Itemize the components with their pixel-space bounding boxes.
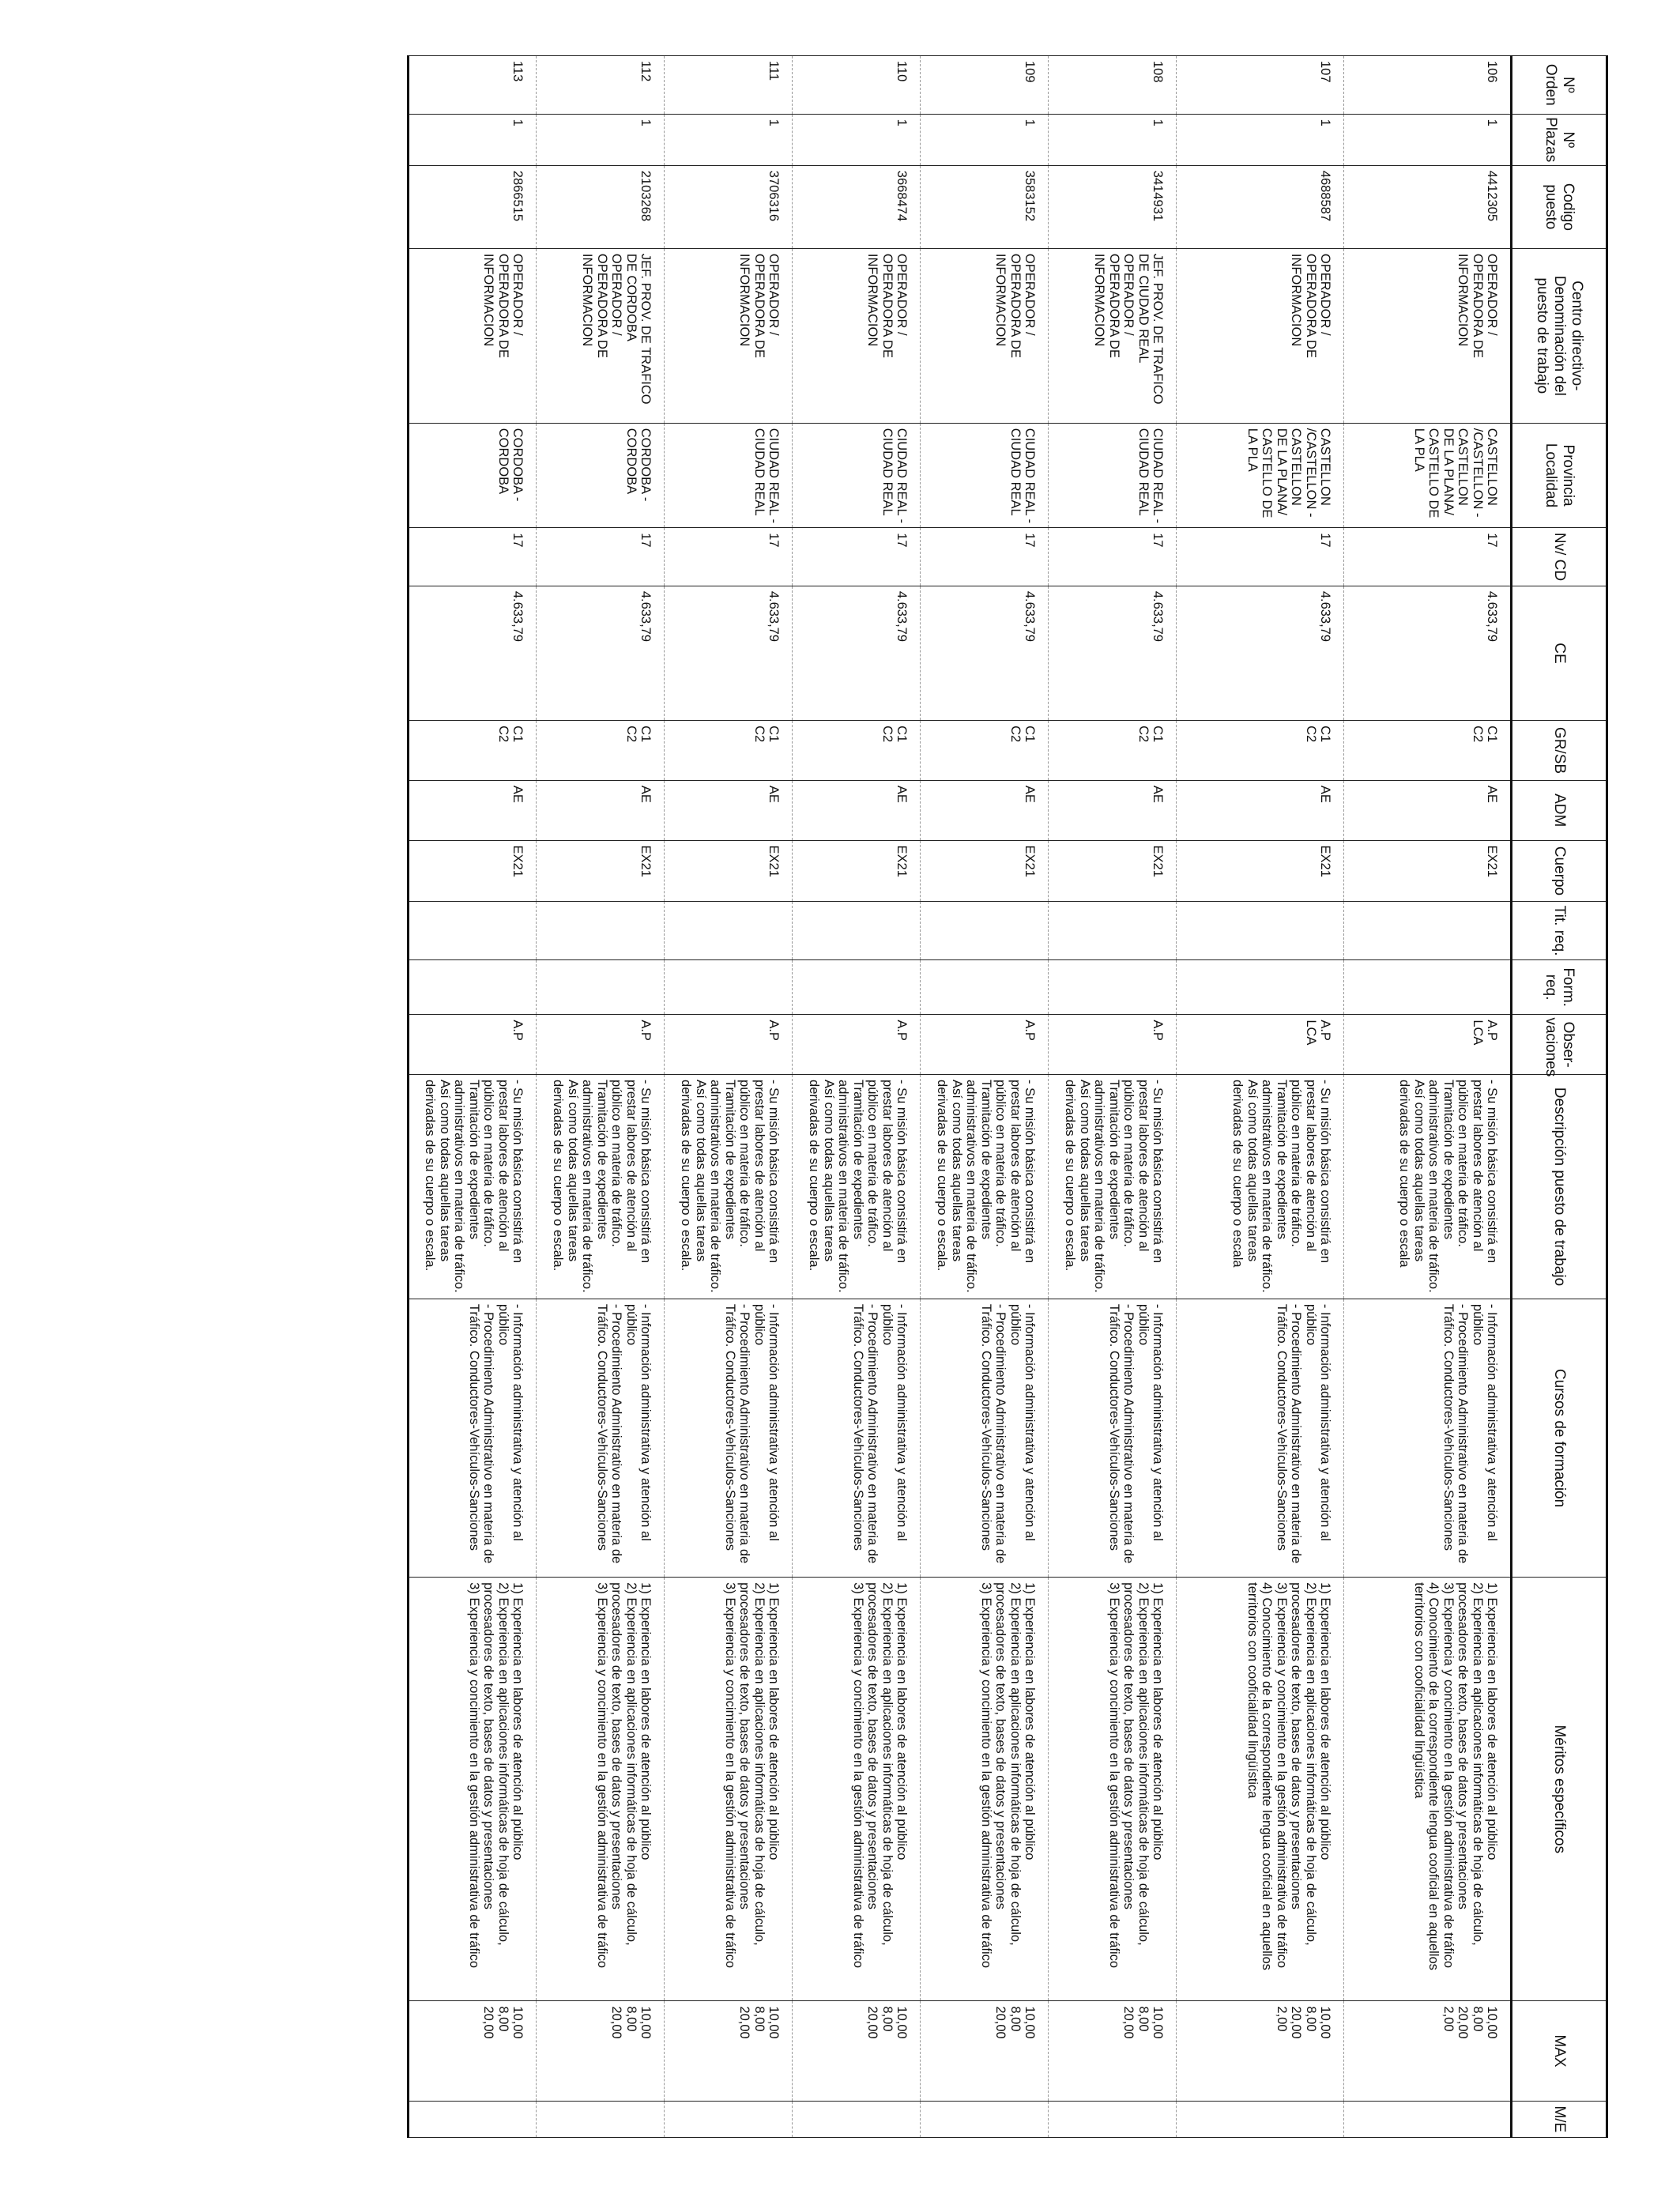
rotated-document-page <box>158 55 1608 2138</box>
puesto-name: OPERADOR / OPERADORA DE INFORMACION <box>865 253 909 358</box>
puesto-name: OPERADOR / OPERADORA DE INFORMACION <box>1456 253 1499 358</box>
cell-cuerpo: EX21 <box>665 840 793 902</box>
puesto-name: OPERADOR / OPERADORA DE INFORMACION <box>993 253 1037 358</box>
cell-descripcion: - Su misión básica consistirá en prestar labores de atención al público en materia de tráfico. Tramitación de expedientes administrativos en materia de tráfico. Así como todas aquellas tareas derivadas de su cuerpo o escala. <box>793 1075 921 1299</box>
cell-centro <box>409 248 537 423</box>
cell-grupo: C1 C2 <box>1049 721 1177 781</box>
cell-orden: 109 <box>921 56 1049 115</box>
cell-max: 10,00 8,00 20,00 <box>793 2001 921 2101</box>
cell-centro <box>537 248 665 423</box>
cell-cursos: - Información administrativa y atención al público - Procedimiento Administrativo en materia de Tráfico. Conductores-Vehículos-Sanciones <box>409 1299 537 1577</box>
cell-me <box>1049 2101 1177 2137</box>
cell-centro <box>665 248 793 423</box>
cell-meritos: 1) Experiencia en labores de atención al público 2) Experiencia en aplicaciones informáticas de hoja de cálculo, procesadores de texto, bases de datos y presentaciones 3) Experiencia y concimiento en la gestión administrativa de tráfico 4) Conocimiento de la correspondiente lengua cooficial en aquellos territorios con cooficialidad lingüística <box>1177 1578 1344 2001</box>
cell-adm: AE <box>665 780 793 840</box>
header-orden: Nº Orden <box>1512 56 1607 115</box>
cell-descripcion: - Su misión básica consistirá en prestar labores de atención al público en materia de tráfico. Tramitación de expedientes administrativos en materia de tráfico. Así como todas aquellas tareas derivadas de su cuerpo o escala <box>1177 1075 1344 1299</box>
cell-meritos: 1) Experiencia en labores de atención al público 2) Experiencia en aplicaciones informáticas de hoja de cálculo, procesadores de texto, bases de datos y presentaciones 3) Experiencia y concimiento en la gestión administrativa de tráfico <box>1049 1578 1177 2001</box>
cell-meritos: 1) Experiencia en labores de atención al público 2) Experiencia en aplicaciones informáticas de hoja de cálculo, procesadores de texto, bases de datos y presentaciones 3) Experiencia y concimiento en la gestión administrativa de tráfico 4) Conocimiento de la correspondiente lengua cooficial en aquellos territorios con cooficialidad lingüística <box>1344 1578 1512 2001</box>
cell-nivel: 17 <box>409 528 537 586</box>
cell-nivel: 17 <box>537 528 665 586</box>
cell-max: 10,00 8,00 20,00 2,00 <box>1344 2001 1512 2101</box>
cell-centro <box>1177 248 1344 423</box>
cell-plazas: 1 <box>665 114 793 165</box>
cell-titulacion <box>921 902 1049 960</box>
header-plazas: Nº Plazas <box>1512 114 1607 165</box>
cell-orden: 106 <box>1344 56 1512 115</box>
cell-observaciones: A.P <box>921 1015 1049 1075</box>
cell-meritos: 1) Experiencia en labores de atención al público 2) Experiencia en aplicaciones informáticas de hoja de cálculo, procesadores de texto, bases de datos y presentaciones 3) Experiencia y concimiento en la gestión administrativa de tráfico <box>921 1578 1049 2001</box>
cell-cuerpo: EX21 <box>537 840 665 902</box>
header-me: M/E <box>1512 2101 1607 2137</box>
cell-descripcion: - Su misión básica consistirá en prestar labores de atención al público en materia de tráfico. Tramitación de expedientes administrativos en materia de tráfico. Así como todas aquellas tareas derivadas de su cuerpo o escala <box>1344 1075 1512 1299</box>
cell-centro <box>1344 248 1512 423</box>
cell-nivel: 17 <box>1344 528 1512 586</box>
cell-formacion <box>1049 959 1177 1014</box>
cell-me <box>537 2101 665 2137</box>
table-row-112 <box>537 56 665 2138</box>
cell-adm: AE <box>921 780 1049 840</box>
cell-max: 10,00 8,00 20,00 <box>921 2001 1049 2101</box>
cell-titulacion <box>1177 902 1344 960</box>
cell-me <box>921 2101 1049 2137</box>
header-centro: Centro directivo-Denominación del puesto de trabajo <box>1512 248 1607 423</box>
cell-observaciones: A.P LCA <box>1344 1015 1512 1075</box>
cell-adm: AE <box>1344 780 1512 840</box>
cell-max: 10,00 8,00 20,00 <box>537 2001 665 2101</box>
header-codigo: Codigo puesto <box>1512 165 1607 248</box>
cell-nivel: 17 <box>921 528 1049 586</box>
cell-formacion <box>409 959 537 1014</box>
cell-grupo: C1 C2 <box>409 721 537 781</box>
cell-cursos: - Información administrativa y atención al público - Procedimiento Administrativo en materia de Tráfico. Conductores-Vehículos-Sanciones <box>921 1299 1049 1577</box>
cell-descripcion: - Su misión básica consistirá en prestar labores de atención al público en materia de tráfico. Tramitación de expedientes administrativos en materia de tráfico. Así como todas aquellas tareas derivadas de su cuerpo o escala. <box>409 1075 537 1299</box>
cell-adm: AE <box>1049 780 1177 840</box>
cell-nivel: 17 <box>665 528 793 586</box>
header-adm: ADM <box>1512 780 1607 840</box>
cell-cuerpo: EX21 <box>1049 840 1177 902</box>
puesto-name: OPERADOR / OPERADORA DE INFORMACION <box>1289 253 1332 358</box>
cell-titulacion <box>793 902 921 960</box>
cell-provincia: CIUDAD REAL - CIUDAD REAL <box>921 423 1049 527</box>
header-titulacion: Tit. req. <box>1512 902 1607 960</box>
cell-codigo: 3583152 <box>921 165 1049 248</box>
cell-cursos: - Información administrativa y atención al público - Procedimiento Administrativo en materia de Tráfico. Conductores-Vehículos-Sanciones <box>1177 1299 1344 1577</box>
cell-adm: AE <box>793 780 921 840</box>
cell-codigo: 3668474 <box>793 165 921 248</box>
cell-codigo: 4412305 <box>1344 165 1512 248</box>
cell-grupo: C1 C2 <box>1177 721 1344 781</box>
cell-descripcion: - Su misión básica consistirá en prestar labores de atención al público en materia de tráfico. Tramitación de expedientes administrativos en materia de tráfico. Así como todas aquellas tareas derivadas de su cuerpo o escala. <box>1049 1075 1177 1299</box>
cell-titulacion <box>1049 902 1177 960</box>
header-observaciones: Obser-vaciones <box>1512 1015 1607 1075</box>
table-row-110 <box>793 56 921 2138</box>
cell-orden: 108 <box>1049 56 1177 115</box>
cell-observaciones: A.P <box>665 1015 793 1075</box>
header-grupo: GR/SB <box>1512 721 1607 781</box>
cell-me <box>1344 2101 1512 2137</box>
cell-meritos: 1) Experiencia en labores de atención al público 2) Experiencia en aplicaciones informáticas de hoja de cálculo, procesadores de texto, bases de datos y presentaciones 3) Experiencia y concimiento en la gestión administrativa de tráfico <box>793 1578 921 2001</box>
cell-meritos: 1) Experiencia en labores de atención al público 2) Experiencia en aplicaciones informáticas de hoja de cálculo, procesadores de texto, bases de datos y presentaciones 3) Experiencia y concimiento en la gestión administrativa de tráfico <box>537 1578 665 2001</box>
cell-grupo: C1 C2 <box>665 721 793 781</box>
cell-ce: 4.633,79 <box>793 586 921 720</box>
puesto-name: OPERADOR / OPERADORA DE INFORMACION <box>1092 253 1136 358</box>
cell-plazas: 1 <box>537 114 665 165</box>
cell-codigo: 2103268 <box>537 165 665 248</box>
cell-cuerpo: EX21 <box>921 840 1049 902</box>
cell-nivel: 17 <box>793 528 921 586</box>
puesto-name: OPERADOR / OPERADORA DE INFORMACION <box>580 253 624 358</box>
cell-orden: 107 <box>1177 56 1344 115</box>
cell-cursos: - Información administrativa y atención al público - Procedimiento Administrativo en materia de Tráfico. Conductores-Vehículos-Sanciones <box>1049 1299 1177 1577</box>
cell-max: 10,00 8,00 20,00 <box>1049 2001 1177 2101</box>
cell-plazas: 1 <box>1177 114 1344 165</box>
cell-titulacion <box>1344 902 1512 960</box>
cell-descripcion: - Su misión básica consistirá en prestar labores de atención al público en materia de tráfico. Tramitación de expedientes administrativos en materia de tráfico. Así como todas aquellas tareas derivadas de su cuerpo o escala. <box>665 1075 793 1299</box>
cell-codigo: 4688587 <box>1177 165 1344 248</box>
cell-max: 10,00 8,00 20,00 2,00 <box>1177 2001 1344 2101</box>
cell-formacion <box>537 959 665 1014</box>
cell-provincia: CIUDAD REAL - CIUDAD REAL <box>665 423 793 527</box>
cell-plazas: 1 <box>1344 114 1512 165</box>
cell-ce: 4.633,79 <box>921 586 1049 720</box>
cell-me <box>1177 2101 1344 2137</box>
cell-provincia: CASTELLON /CASTELLON - CASTELLON DE LA PLANA/ CASTELLO DE LA PLA <box>1344 423 1512 527</box>
cell-nivel: 17 <box>1177 528 1344 586</box>
cell-orden: 113 <box>409 56 537 115</box>
cell-max: 10,00 8,00 20,00 <box>409 2001 537 2101</box>
cell-adm: AE <box>409 780 537 840</box>
cell-plazas: 1 <box>921 114 1049 165</box>
cell-ce: 4.633,79 <box>1177 586 1344 720</box>
centro-directivo: JEF. PROV. DE TRAFICO DE CIUDAD REAL <box>1136 253 1165 405</box>
cell-cuerpo: EX21 <box>409 840 537 902</box>
cell-cursos: - Información administrativa y atención al público - Procedimiento Administrativo en materia de Tráfico. Conductores-Vehículos-Sanciones <box>665 1299 793 1577</box>
positions-table <box>407 55 1608 2138</box>
puesto-name: OPERADOR / OPERADORA DE INFORMACION <box>737 253 781 358</box>
header-formacion: Form. req. <box>1512 959 1607 1014</box>
cell-grupo: C1 C2 <box>793 721 921 781</box>
cell-cursos: - Información administrativa y atención al público - Procedimiento Administrativo en materia de Tráfico. Conductores-Vehículos-Sanciones <box>537 1299 665 1577</box>
cell-nivel: 17 <box>1049 528 1177 586</box>
cell-orden: 112 <box>537 56 665 115</box>
cell-ce: 4.633,79 <box>1344 586 1512 720</box>
cell-titulacion <box>409 902 537 960</box>
cell-centro <box>793 248 921 423</box>
cell-provincia: CORDOBA - CORDOBA <box>537 423 665 527</box>
cell-me <box>665 2101 793 2137</box>
cell-codigo: 3706316 <box>665 165 793 248</box>
cell-grupo: C1 C2 <box>1344 721 1512 781</box>
cell-meritos: 1) Experiencia en labores de atención al público 2) Experiencia en aplicaciones informáticas de hoja de cálculo, procesadores de texto, bases de datos y presentaciones 3) Experiencia y concimiento en la gestión administrativa de tráfico <box>665 1578 793 2001</box>
cell-grupo: C1 C2 <box>537 721 665 781</box>
header-row <box>1512 56 1607 2138</box>
cell-codigo: 3414931 <box>1049 165 1177 248</box>
cell-orden: 111 <box>665 56 793 115</box>
cell-descripcion: - Su misión básica consistirá en prestar labores de atención al público en materia de tráfico. Tramitación de expedientes administrativos en materia de tráfico. Así como todas aquellas tareas derivadas de su cuerpo o escala. <box>921 1075 1049 1299</box>
cell-plazas: 1 <box>1049 114 1177 165</box>
cell-provincia: CIUDAD REAL - CIUDAD REAL <box>1049 423 1177 527</box>
cell-titulacion <box>665 902 793 960</box>
table-row-108 <box>1049 56 1177 2138</box>
cell-me <box>409 2101 537 2137</box>
cell-cuerpo: EX21 <box>793 840 921 902</box>
cell-cursos: - Información administrativa y atención al público - Procedimiento Administrativo en materia de Tráfico. Conductores-Vehículos-Sanciones <box>793 1299 921 1577</box>
cell-provincia: CASTELLON /CASTELLON - CASTELLON DE LA PLANA/ CASTELLO DE LA PLA <box>1177 423 1344 527</box>
table-row-106 <box>1344 56 1512 2138</box>
cell-formacion <box>665 959 793 1014</box>
cell-centro <box>1049 248 1177 423</box>
cell-me <box>793 2101 921 2137</box>
cell-observaciones: A.P <box>1049 1015 1177 1075</box>
puesto-name: OPERADOR / OPERADORA DE INFORMACION <box>481 253 525 358</box>
cell-descripcion: - Su misión básica consistirá en prestar labores de atención al público en materia de tráfico. Tramitación de expedientes administrativos en materia de tráfico. Así como todas aquellas tareas derivadas de su cuerpo o escala. <box>537 1075 665 1299</box>
cell-orden: 110 <box>793 56 921 115</box>
header-ce: CE <box>1512 586 1607 720</box>
table-row-109 <box>921 56 1049 2138</box>
cell-cuerpo: EX21 <box>1177 840 1344 902</box>
cell-observaciones: A.P <box>793 1015 921 1075</box>
centro-directivo: JEF. PROV. DE TRAFICO DE CORDOBA <box>623 253 653 405</box>
cell-ce: 4.633,79 <box>665 586 793 720</box>
cell-provincia: CIUDAD REAL - CIUDAD REAL <box>793 423 921 527</box>
cell-observaciones: A.P <box>409 1015 537 1075</box>
header-provincia: Provincia Localidad <box>1512 423 1607 527</box>
table-row-113 <box>409 56 537 2138</box>
header-max: MAX <box>1512 2001 1607 2101</box>
table-row-111 <box>665 56 793 2138</box>
cell-centro <box>921 248 1049 423</box>
table-row-107 <box>1177 56 1344 2138</box>
cell-plazas: 1 <box>793 114 921 165</box>
cell-adm: AE <box>1177 780 1344 840</box>
cell-formacion <box>921 959 1049 1014</box>
header-descripcion: Descripción puesto de trabajo <box>1512 1075 1607 1299</box>
cell-ce: 4.633,79 <box>409 586 537 720</box>
cell-max: 10,00 8,00 20,00 <box>665 2001 793 2101</box>
cell-meritos: 1) Experiencia en labores de atención al público 2) Experiencia en aplicaciones informáticas de hoja de cálculo, procesadores de texto, bases de datos y presentaciones 3) Experiencia y concimiento en la gestión administrativa de tráfico <box>409 1578 537 2001</box>
cell-formacion <box>1177 959 1344 1014</box>
header-meritos: Méritos específicos <box>1512 1578 1607 2001</box>
cell-titulacion <box>537 902 665 960</box>
cell-grupo: C1 C2 <box>921 721 1049 781</box>
cell-ce: 4.633,79 <box>537 586 665 720</box>
cell-plazas: 1 <box>409 114 537 165</box>
header-cursos: Cursos de formación <box>1512 1299 1607 1577</box>
cell-observaciones: A.P <box>537 1015 665 1075</box>
header-nivel: Nv/ CD <box>1512 528 1607 586</box>
cell-adm: AE <box>537 780 665 840</box>
cell-ce: 4.633,79 <box>1049 586 1177 720</box>
cell-provincia: CORDOBA - CORDOBA <box>409 423 537 527</box>
cell-cursos: - Información administrativa y atención al público - Procedimiento Administrativo en materia de Tráfico. Conductores-Vehículos-Sanciones <box>1344 1299 1512 1577</box>
cell-cuerpo: EX21 <box>1344 840 1512 902</box>
cell-observaciones: A.P LCA <box>1177 1015 1344 1075</box>
cell-formacion <box>793 959 921 1014</box>
header-cuerpo: Cuerpo <box>1512 840 1607 902</box>
cell-codigo: 2866515 <box>409 165 537 248</box>
cell-formacion <box>1344 959 1512 1014</box>
